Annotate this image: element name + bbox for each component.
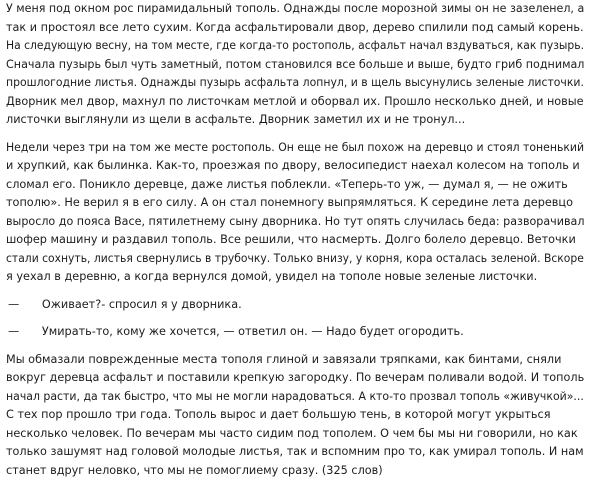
paragraph-gap	[6, 287, 586, 296]
paragraph-gap	[6, 342, 586, 351]
text-line: я уехал в деревню, а когда вернулся домой, увидел на тополе новые зеленые листочки.	[6, 270, 538, 283]
text-line: выросло до пояса Васе, пятилетнему сыну дворника. Но тут опять случилась беда: разворачивал	[6, 214, 585, 228]
paragraph-3	[6, 351, 586, 481]
dialogue-line-1	[6, 296, 584, 315]
text-line: У меня под окном рос пирамидальный тополь. Однажды после морозной зимы он не зазеленел, а	[6, 2, 585, 15]
text-line: На следующую весну, на том месте, где когда-то ростополь, асфальт начал вздуваться, как пузырь.	[6, 39, 585, 52]
paragraph-1	[6, 0, 586, 130]
text-line: листочки выглянули из щели в асфальте. Дворник заметил их и не тронул...	[6, 113, 466, 126]
text-line: сломал его. Поникло деревце, даже листья поблекли. «Теперь-то уж, — думал я, — не ожить	[6, 177, 568, 191]
text-line: начал расти, да так быстро, что мы не могли нарадоваться. А кто-то прозвал тополь «живучкой»...	[6, 389, 584, 403]
text-line: Сначала пузырь был чуть заметный, потом становился все больше и выше, будто гриб поднимал	[6, 57, 585, 71]
text-line: только зашумят над головой молодые листья, так и вспомним про то, как умирал тополь. И нам	[6, 445, 584, 458]
text-line: стали сохнуть, листья свернулись в трубочку. Только внизу, у корня, кора осталась зеленой. Вскоре	[6, 251, 584, 265]
paragraph-2	[6, 139, 586, 287]
paragraph-gap	[6, 130, 586, 139]
dialogue-dash: —	[7, 325, 20, 338]
dialogue-line-2	[6, 323, 584, 342]
dialogue-dash: —	[7, 297, 20, 311]
dialogue-text: Оживает?- спросил я у дворника.	[41, 297, 242, 311]
text-line: Дворник мел двор, махнул по листочкам метлой и оборвал их. Прошло несколько дней, и новые	[6, 94, 584, 108]
document-body	[6, 0, 586, 480]
text-line: С тех пор прошло три года. Тополь вырос и дает большую тень, в которой могут укрыться	[6, 408, 551, 421]
text-line: несколько человек. По вечерам мы часто сидим под тополем. О чем бы мы ни говорили, но как	[6, 426, 578, 440]
text-line: Мы обмазали поврежденные места тополя глиной и завязали тряпками, как бинтами, сняли	[6, 352, 562, 366]
text-line: шофер машину и раздавил тополь. Все решили, что насмерть. Долго болело деревцо. Веточки	[6, 233, 576, 246]
dialogue-text: Умирать-то, кому же хочется, — ответил он. — Надо будет огородить.	[41, 325, 464, 338]
text-line: Недели через три на том же месте ростополь. Он еще не был похож на деревцо и стоял тоненький	[6, 140, 585, 154]
text-line: станет вдруг неловко, что мы не помоглиему сразу. (325 слов)	[6, 463, 383, 477]
paragraph-gap	[6, 314, 586, 323]
text-line: вокруг деревца асфальт и поставили крепкую загородку. По вечерам поливали водой. И тополь	[6, 371, 585, 384]
text-line: тополю». Не верил я в его силу. А он стал понемногу выпрямляться. К середине лета деревцо	[6, 196, 573, 209]
text-line: прошлогодние листья. Однажды пузырь асфальта лопнул, и в щель высунулись зеленые листочки.	[6, 76, 584, 89]
text-line: и хрупкий, как былинка. Как-то, проезжая по двору, велосипедист наехал колесом на тополь и	[6, 159, 580, 172]
text-line: так и простоял все лето сухим. Когда асфальтировали двор, дерево спилили под самый корень.	[6, 20, 584, 34]
